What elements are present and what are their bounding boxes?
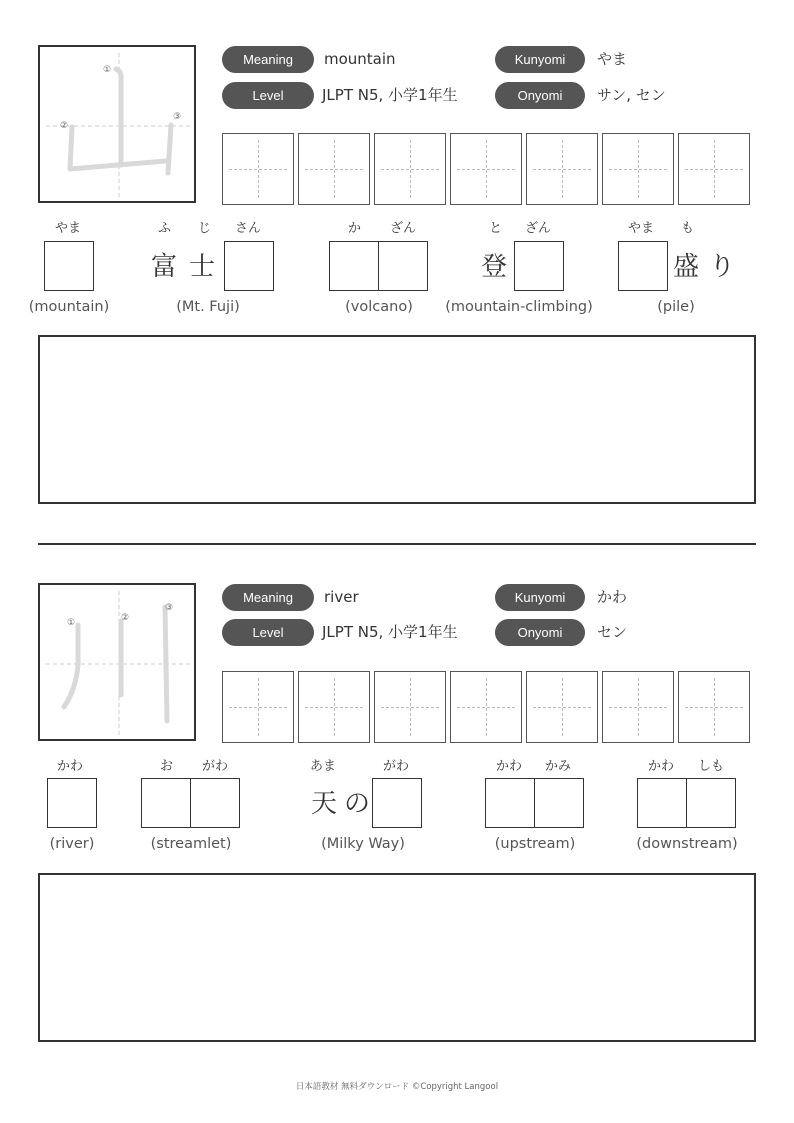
vocab-ruby: と bbox=[489, 221, 503, 236]
stroke-number-3: ③ bbox=[165, 603, 174, 613]
practice-cell[interactable] bbox=[222, 671, 294, 743]
stroke-order-diagram bbox=[38, 583, 196, 741]
practice-cell[interactable] bbox=[526, 133, 598, 205]
write-box[interactable] bbox=[534, 778, 584, 828]
onyomi-label: Onyomi bbox=[495, 82, 585, 109]
write-box[interactable] bbox=[329, 241, 379, 291]
write-box[interactable] bbox=[190, 778, 240, 828]
vocab-gloss: (Milky Way) bbox=[321, 836, 405, 852]
onyomi-value: サン, セン bbox=[597, 86, 666, 104]
section-divider bbox=[38, 543, 756, 545]
write-box[interactable] bbox=[44, 241, 94, 291]
vocab-ruby: ざん bbox=[525, 221, 552, 236]
vocab-char: 士 bbox=[189, 252, 216, 282]
write-box[interactable] bbox=[686, 778, 736, 828]
practice-cell[interactable] bbox=[602, 133, 674, 205]
level-value: JLPT N5, 小学1年生 bbox=[322, 86, 458, 104]
vocab-gloss: (pile) bbox=[657, 299, 695, 315]
copyright-footer: 日本語教材 無料ダウンロード ©Copyright Langool bbox=[295, 1082, 499, 1092]
stroke-number-1: ① bbox=[67, 618, 76, 628]
vocab-ruby: かわ bbox=[648, 759, 675, 774]
level-value: JLPT N5, 小学1年生 bbox=[322, 623, 458, 641]
write-box[interactable] bbox=[372, 778, 422, 828]
stroke-order-diagram bbox=[38, 45, 196, 203]
write-box[interactable] bbox=[618, 241, 668, 291]
vocab-gloss: (downstream) bbox=[636, 836, 738, 852]
stroke-number-2: ② bbox=[60, 121, 69, 131]
kunyomi-label: Kunyomi bbox=[495, 46, 585, 73]
vocab-ruby: ふ bbox=[158, 221, 172, 236]
practice-cell[interactable] bbox=[374, 671, 446, 743]
vocab-char: 盛 bbox=[673, 252, 700, 282]
notes-area[interactable] bbox=[38, 873, 756, 1042]
vocab-gloss: (mountain-climbing) bbox=[445, 299, 593, 315]
onyomi-value: セン bbox=[597, 623, 628, 641]
vocab-ruby: かわ bbox=[57, 759, 84, 774]
write-box[interactable] bbox=[141, 778, 191, 828]
write-box[interactable] bbox=[514, 241, 564, 291]
vocab-ruby: かわ bbox=[496, 759, 523, 774]
write-box[interactable] bbox=[47, 778, 97, 828]
kunyomi-value: やま bbox=[597, 50, 628, 68]
stroke-number-1: ① bbox=[103, 65, 112, 75]
meaning-value: mountain bbox=[324, 50, 396, 68]
vocab-ruby: も bbox=[681, 221, 695, 236]
vocab-gloss: (river) bbox=[49, 836, 95, 852]
vocab-gloss: (volcano) bbox=[345, 299, 413, 315]
kanji-section-yama bbox=[0, 45, 794, 545]
stroke-number-2: ② bbox=[121, 613, 130, 623]
level-label: Level bbox=[222, 82, 314, 109]
practice-cell[interactable] bbox=[374, 133, 446, 205]
write-box[interactable] bbox=[637, 778, 687, 828]
vocab-ruby: じ bbox=[198, 221, 212, 236]
practice-cell[interactable] bbox=[298, 671, 370, 743]
kunyomi-value: かわ bbox=[597, 588, 628, 606]
practice-cell[interactable] bbox=[678, 671, 750, 743]
vocab-ruby: さん bbox=[235, 221, 262, 236]
meaning-label: Meaning bbox=[222, 584, 314, 611]
stroke-number-3: ③ bbox=[173, 112, 182, 122]
notes-area[interactable] bbox=[38, 335, 756, 504]
practice-cell[interactable] bbox=[450, 133, 522, 205]
practice-grid bbox=[221, 671, 751, 745]
practice-cell[interactable] bbox=[678, 133, 750, 205]
vocab-gloss: (upstream) bbox=[494, 836, 576, 852]
vocab-char: の bbox=[344, 789, 371, 819]
vocab-gloss: (mountain) bbox=[28, 299, 110, 315]
write-box[interactable] bbox=[485, 778, 535, 828]
onyomi-label: Onyomi bbox=[495, 619, 585, 646]
practice-cell[interactable] bbox=[602, 671, 674, 743]
write-box[interactable] bbox=[378, 241, 428, 291]
vocab-ruby: やま bbox=[628, 221, 655, 236]
vocab-char: 登 bbox=[481, 252, 508, 282]
vocab-ruby: か bbox=[348, 221, 362, 236]
kanji-section-kawa bbox=[0, 583, 794, 1083]
vocab-ruby: やま bbox=[55, 221, 82, 236]
write-box[interactable] bbox=[224, 241, 274, 291]
vocab-ruby: がわ bbox=[383, 759, 410, 774]
kunyomi-label: Kunyomi bbox=[495, 584, 585, 611]
meaning-value: river bbox=[324, 588, 359, 606]
stroke-order-svg bbox=[40, 585, 198, 743]
vocab-char: 富 bbox=[151, 252, 178, 282]
vocab-ruby: あま bbox=[310, 759, 337, 774]
vocab-gloss: (streamlet) bbox=[150, 836, 232, 852]
vocab-ruby: がわ bbox=[202, 759, 229, 774]
vocab-ruby: お bbox=[160, 759, 174, 774]
practice-grid bbox=[221, 133, 751, 207]
practice-cell[interactable] bbox=[298, 133, 370, 205]
level-label: Level bbox=[222, 619, 314, 646]
vocab-ruby: ざん bbox=[390, 221, 417, 236]
vocab-char: り bbox=[709, 252, 736, 282]
vocab-gloss: (Mt. Fuji) bbox=[176, 299, 240, 315]
practice-cell[interactable] bbox=[222, 133, 294, 205]
vocab-char: 天 bbox=[311, 789, 338, 819]
practice-cell[interactable] bbox=[450, 671, 522, 743]
practice-cell[interactable] bbox=[526, 671, 598, 743]
vocab-ruby: しも bbox=[698, 759, 725, 774]
vocab-ruby: かみ bbox=[545, 759, 572, 774]
meaning-label: Meaning bbox=[222, 46, 314, 73]
